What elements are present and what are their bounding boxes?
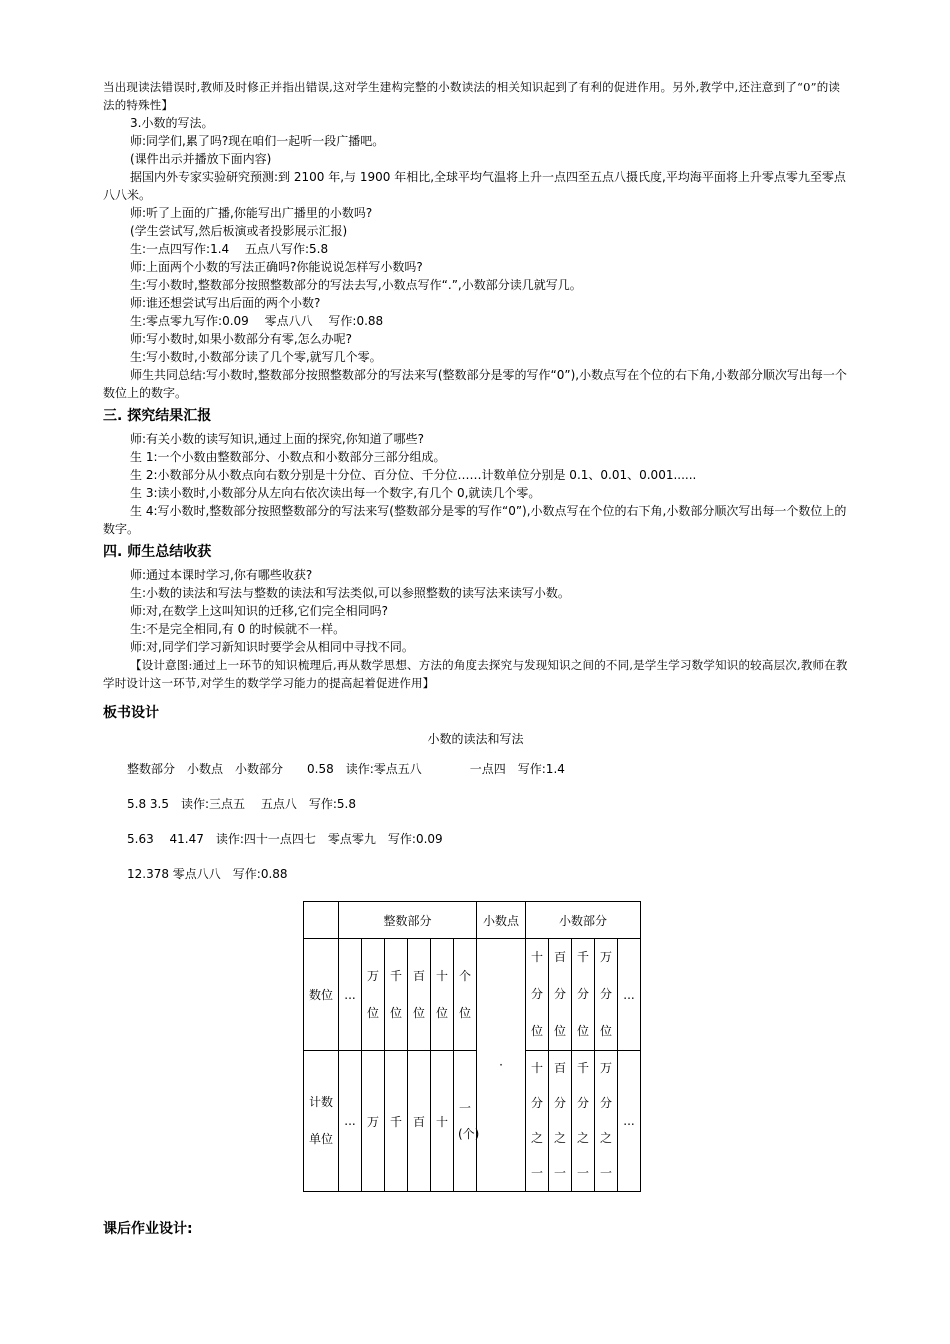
place-text: 个位 [459, 968, 472, 1020]
section3-heading: 三. 探究结果汇报 [103, 408, 212, 424]
board-line: 整数部分 小数点 小数部分 0.58 读作:零点五八 一点四 写作:1.4 [127, 762, 565, 776]
unit-text: 十分之一 [531, 1061, 544, 1180]
place-cell [385, 939, 408, 1051]
decimal-point-cell: · [477, 939, 526, 1192]
unit-cell [454, 1051, 480, 1192]
part3-line: 师:写小数时,如果小数部分有零,怎么办呢? [130, 332, 353, 346]
homework-heading: 课后作业设计: [103, 1221, 193, 1237]
part3-line: 师:谁还想尝试写出后面的两个小数? [130, 296, 321, 310]
unit-cell: 千 [385, 1051, 408, 1192]
unit-cell: ... [618, 1051, 641, 1192]
place-text: 千位 [390, 968, 403, 1020]
section3-line: 师:有关小数的读写知识,通过上面的探究,你知道了哪些? [130, 432, 425, 446]
place-text: 百分位 [554, 950, 567, 1038]
section4-heading: 四. 师生总结收获 [103, 544, 212, 560]
unit-cell [549, 1051, 572, 1192]
row-label-unit [304, 1051, 339, 1192]
unit-cell: 十 [431, 1051, 454, 1192]
unit-text: 万分之一 [600, 1061, 613, 1180]
unit-text: 一(个) [458, 1101, 480, 1141]
unit-cell [595, 1051, 618, 1192]
board-line: 5.63 41.47 读作:四十一点四七 零点零九 写作:0.09 [127, 832, 443, 846]
design-note: 【设计意图:通过上一环节的知识梳理后,再从数学思想、方法的角度去探究与发现知识之间的不同,是学生学习数学知识的较高层次,教师在教学时设计这一环节,对学生的数学学习能力的提高起着促进作用】 [103, 658, 848, 690]
intro-paragraph: 当出现读法错误时,教师及时修正并指出错误,这对学生建构完整的小数读法的相关知识起到了有利的促进作用。另外,教学中,还注意到了“0”的读法的特殊性】 [103, 80, 841, 112]
place-cell [431, 939, 454, 1051]
place-text: 百位 [413, 968, 426, 1020]
part3-line: 师:听了上面的广播,你能写出广播里的小数吗? [130, 206, 373, 220]
section3-line: 生 2:小数部分从小数点向右数分别是十分位、百分位、千分位……计数单位分别是 0.1、0.01、0.001...... [130, 468, 697, 482]
section4-line: 师:通过本课时学习,你有哪些收获? [130, 568, 313, 582]
unit-cell [526, 1051, 549, 1192]
section4-line: 生:小数的读法和写法与整数的读法和写法类似,可以参照整数的读写法来读写小数。 [130, 586, 570, 600]
part3-line: 生:写小数时,小数部分读了几个零,就写几个零。 [130, 350, 382, 364]
board-title: 小数的读法和写法 [427, 732, 524, 746]
decimal-part-header: 小数部分 [526, 902, 641, 939]
place-cell: ... [339, 939, 362, 1051]
decimal-point-header: 小数点 [477, 902, 526, 939]
place-value-table [303, 901, 641, 1192]
section3-line: 生 1:一个小数由整数部分、小数点和小数部分三部分组成。 [130, 450, 446, 464]
board-line: 5.8 3.5 读作:三点五 五点八 写作:5.8 [127, 797, 356, 811]
section4-line: 师:对,在数学上这叫知识的迁移,它们完全相同吗? [130, 604, 389, 618]
corner-cell [304, 902, 339, 939]
place-cell [526, 939, 549, 1051]
unit-text: 百分之一 [554, 1061, 567, 1180]
row-label-place: 数位 [304, 939, 339, 1051]
section4-block [103, 566, 848, 692]
part3-heading: 3.小数的写法。 [130, 116, 214, 130]
place-cell [454, 939, 477, 1051]
part3-line: 据国内外专家实验研究预测:到 2100 年,与 1900 年相比,全球平均气温将上升一点四至五点八摄氏度,平均海平面将上升零点零九至零点八八米。 [103, 170, 846, 202]
part3-line: (课件出示并播放下面内容) [130, 152, 272, 166]
unit-cell: ... [339, 1051, 362, 1192]
place-text: 十分位 [531, 950, 544, 1038]
section3-block [103, 430, 848, 538]
part3-line: 师:同学们,累了吗?现在咱们一起听一段广播吧。 [130, 134, 385, 148]
part3-line: 生:一点四写作:1.4 五点八写作:5.8 [130, 242, 329, 256]
unit-label-text: 计数单位 [308, 1095, 333, 1146]
place-text: 万分位 [600, 950, 613, 1038]
place-cell [549, 939, 572, 1051]
document-page [103, 78, 848, 1192]
integer-part-header: 整数部分 [339, 902, 477, 939]
unit-text: 千分之一 [577, 1061, 590, 1180]
place-text: 十位 [436, 968, 449, 1020]
part3-line: 师:上面两个小数的写法正确吗?你能说说怎样写小数吗? [130, 260, 423, 274]
unit-cell: 万 [362, 1051, 385, 1192]
part3-line: 师生共同总结:写小数时,整数部分按照整数部分的写法来写(整数部分是零的写作“0”),小数点写在个位的右下角,小数部分顺次写出每一个数位上的数字。 [103, 368, 847, 400]
section4-line: 师:对,同学们学习新知识时要学会从相同中寻找不同。 [130, 640, 414, 654]
unit-cell [572, 1051, 595, 1192]
section3-line: 生 3:读小数时,小数部分从左向右依次读出每一个数字,有几个 0,就读几个零。 [130, 486, 541, 500]
place-cell [595, 939, 618, 1051]
board-line: 12.378 零点八八 写作:0.88 [127, 867, 288, 881]
board-heading: 板书设计 [103, 705, 159, 721]
place-text: 万位 [367, 968, 380, 1020]
place-text: 千分位 [577, 950, 590, 1038]
place-cell: ... [618, 939, 641, 1051]
section3-line: 生 4:写小数时,整数部分按照整数部分的写法来写(整数部分是零的写作“0”),小数点写在个位的右下角,小数部分顺次写出每一个数位上的数字。 [103, 504, 847, 536]
place-cell [572, 939, 595, 1051]
unit-cell: 百 [408, 1051, 431, 1192]
part3-line: 生:写小数时,整数部分按照整数部分的写法去写,小数点写作“.”,小数部分读几就写几。 [130, 278, 582, 292]
part3-line: (学生尝试写,然后板演或者投影展示汇报) [130, 224, 348, 238]
section4-line: 生:不是完全相同,有 0 的时候就不一样。 [130, 622, 346, 636]
place-cell [362, 939, 385, 1051]
part3-block [103, 114, 848, 402]
place-cell [408, 939, 431, 1051]
part3-line: 生:零点零九写作:0.09 零点八八 写作:0.88 [130, 314, 384, 328]
